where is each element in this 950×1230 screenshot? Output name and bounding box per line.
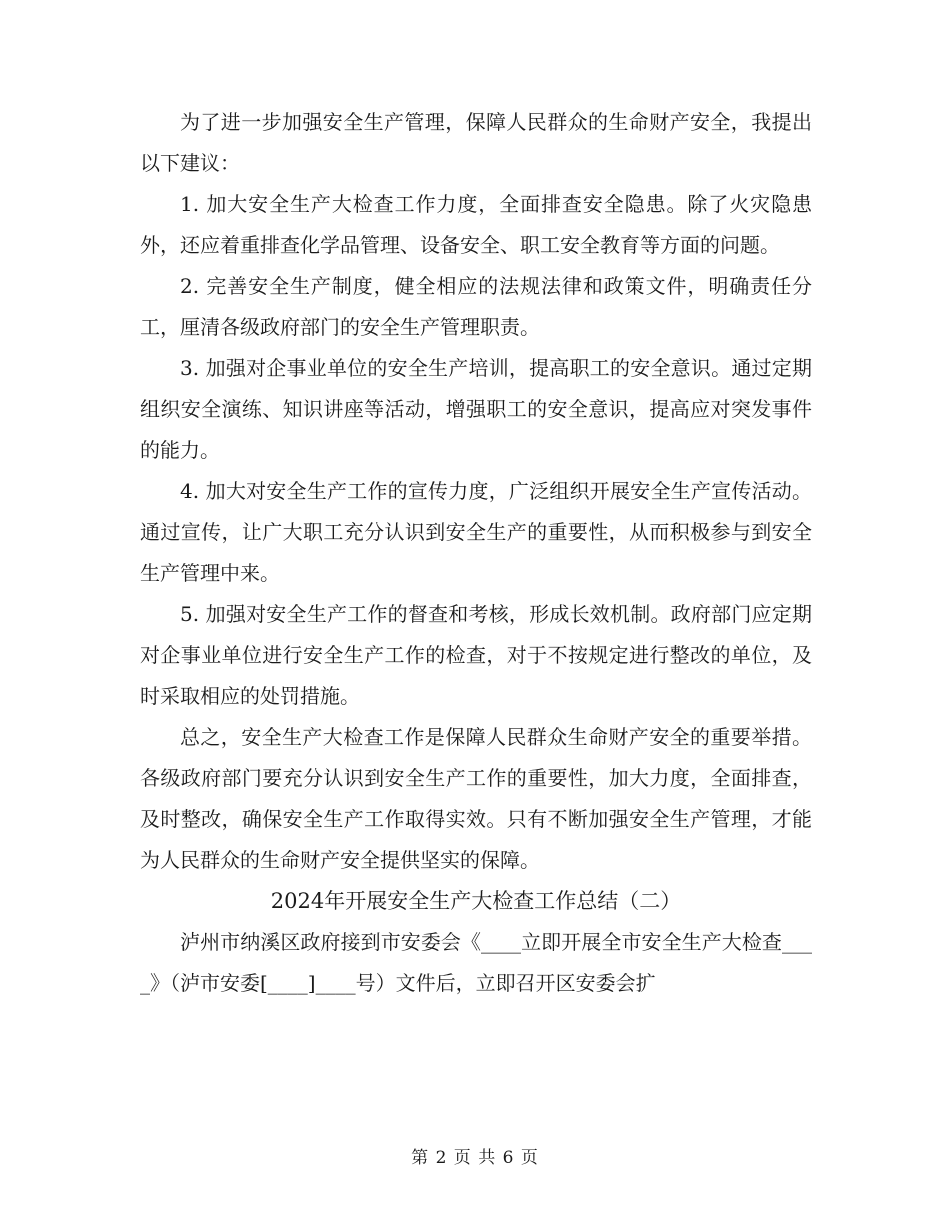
paragraph-item-3: 3. 加强对企事业单位的安全生产培训，提高职工的安全意识。通过定期组织安全演练、知识讲座等活动，增强职工的安全意识，提高应对突发事件的能力。: [140, 356, 812, 462]
page-number-footer: 第 2 页 共 6 页: [411, 1148, 539, 1168]
paragraph-item-2: 2. 完善安全生产制度，健全相应的法规法律和政策文件，明确责任分工，厘清各级政府部门的安全生产管理职责。: [140, 274, 812, 339]
document-body: [140, 102, 812, 1004]
paragraph-intro: 为了进一步加强安全生产管理，保障人民群众的生命财产安全，我提出以下建议：: [140, 110, 812, 175]
section-title: 2024年开展安全生产大检查工作总结（二）: [270, 889, 682, 913]
paragraph-item-4: 4. 加大对安全生产工作的宣传力度，广泛组织开展安全生产宣传活动。通过宣传，让广大职工充分认识到安全生产的重要性，从而积极参与到安全生产管理中来。: [140, 479, 812, 585]
paragraph-section2-intro: 泸州市纳溪区政府接到市安委会《____立即开展全市安全生产大检查____》（泸市安委[____]____号）文件后，立即召开区安委会扩: [140, 930, 812, 995]
paragraph-item-5: 5. 加强对安全生产工作的督查和考核，形成长效机制。政府部门应定期对企事业单位进行安全生产工作的检查，对于不按规定进行整改的单位，及时采取相应的处罚措施。: [140, 602, 812, 708]
paragraph-conclusion: 总之，安全生产大检查工作是保障人民群众生命财产安全的重要举措。各级政府部门要充分认识到安全生产工作的重要性，加大力度，全面排查，及时整改，确保安全生产工作取得实效。只有不断加强安全生产管理，才能为人民群众的生命财产安全提供坚实的保障。: [140, 725, 812, 872]
paragraph-item-1: 1. 加大安全生产大检查工作力度，全面排查安全隐患。除了火灾隐患外，还应着重排查化学品管理、设备安全、职工安全教育等方面的问题。: [140, 192, 812, 257]
